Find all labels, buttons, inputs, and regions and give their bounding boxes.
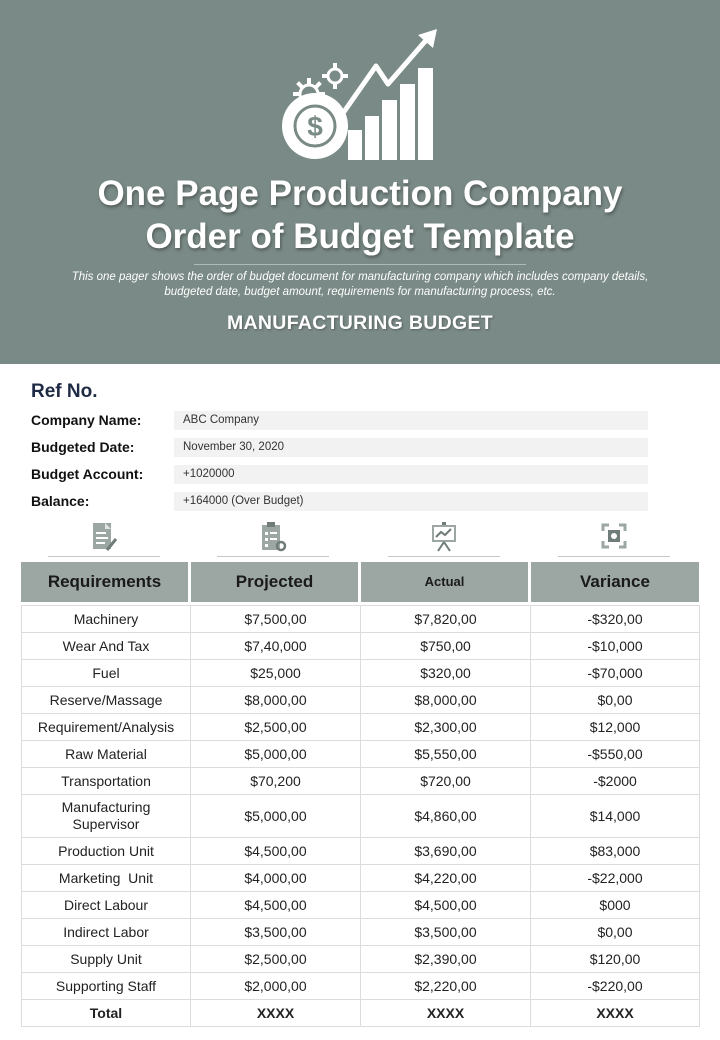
table-row xyxy=(22,865,700,892)
actual-cell: $4,500,00 xyxy=(361,892,531,919)
projected-cell: $2,000,00 xyxy=(191,973,361,1000)
document-pen-icon xyxy=(90,521,118,553)
actual-cell: $750,00 xyxy=(361,633,531,660)
total-label-cell: Total xyxy=(22,1000,191,1027)
projected-cell: $2,500,00 xyxy=(191,714,361,741)
header-banner xyxy=(0,0,720,364)
requirement-cell: Raw Material xyxy=(22,741,191,768)
requirement-cell: Marketing Unit xyxy=(22,865,191,892)
actual-cell: $2,390,00 xyxy=(361,946,531,973)
clipboard-gear-icon xyxy=(259,521,287,553)
title-divider xyxy=(194,264,526,265)
projected-cell: $25,000 xyxy=(191,660,361,687)
actual-cell: $7,820,00 xyxy=(361,606,531,633)
table-row xyxy=(22,714,700,741)
table-row xyxy=(22,838,700,865)
actual-cell: $720,00 xyxy=(361,768,531,795)
variance-cell: $83,000 xyxy=(531,838,700,865)
actual-cell: $3,690,00 xyxy=(361,838,531,865)
requirement-cell: Fuel xyxy=(22,660,191,687)
title-line-2: Order of Budget Template xyxy=(145,217,575,256)
budgeted-date-label: Budgeted Date: xyxy=(31,439,135,455)
table-row xyxy=(22,633,700,660)
requirements-icon-slot xyxy=(48,521,160,557)
table-row xyxy=(22,660,700,687)
projected-cell: $4,000,00 xyxy=(191,865,361,892)
total-row xyxy=(22,1000,700,1027)
requirement-line-1: Manufacturing xyxy=(61,799,151,815)
actual-cell: $320,00 xyxy=(361,660,531,687)
budget-account-label: Budget Account: xyxy=(31,466,144,482)
actual-cell: $8,000,00 xyxy=(361,687,531,714)
table-row xyxy=(22,795,700,838)
table-row xyxy=(22,946,700,973)
projected-cell: $3,500,00 xyxy=(191,919,361,946)
requirement-cell: Direct Labour xyxy=(22,892,191,919)
page-title xyxy=(0,172,720,258)
column-header-requirements[interactable]: Requirements xyxy=(21,562,188,602)
variance-cell: -$2000 xyxy=(531,768,700,795)
budgeted-date-row xyxy=(31,438,651,457)
variance-cell: $120,00 xyxy=(531,946,700,973)
projected-cell: $2,500,00 xyxy=(191,946,361,973)
column-header-projected[interactable]: Projected xyxy=(191,562,358,602)
budget-table xyxy=(21,605,700,1027)
budgeted-date-field[interactable]: November 30, 2020 xyxy=(174,438,648,457)
projected-cell: $7,500,00 xyxy=(191,606,361,633)
actual-cell: $2,300,00 xyxy=(361,714,531,741)
projected-cell: $7,40,000 xyxy=(191,633,361,660)
variance-icon-slot xyxy=(558,521,670,557)
title-line-1: One Page Production Company xyxy=(97,174,623,213)
requirement-cell: Machinery xyxy=(22,606,191,633)
variance-cell: -$220,00 xyxy=(531,973,700,1000)
requirement-line-2: Supervisor xyxy=(72,816,140,832)
variance-cell: -$22,000 xyxy=(531,865,700,892)
actual-cell: $5,550,00 xyxy=(361,741,531,768)
variance-cell: $12,000 xyxy=(531,714,700,741)
actual-cell: $2,220,00 xyxy=(361,973,531,1000)
budget-account-field[interactable]: +1020000 xyxy=(174,465,648,484)
requirement-cell xyxy=(22,795,191,838)
projected-cell: $70,200 xyxy=(191,768,361,795)
ref-title: Ref No. xyxy=(31,381,98,402)
actual-cell: $3,500,00 xyxy=(361,919,531,946)
total-projected-cell: XXXX xyxy=(191,1000,361,1027)
projected-icon-slot xyxy=(217,521,329,557)
variance-cell: $0,00 xyxy=(531,919,700,946)
table-row xyxy=(22,741,700,768)
requirement-cell: Supply Unit xyxy=(22,946,191,973)
description-line-2: budgeted date, budget amount, requirements for manufacturing process, etc. xyxy=(164,286,556,298)
table-row xyxy=(22,768,700,795)
table-row xyxy=(22,687,700,714)
requirement-cell: Wear And Tax xyxy=(22,633,191,660)
projected-cell: $5,000,00 xyxy=(191,741,361,768)
company-name-label: Company Name: xyxy=(31,412,142,428)
budget-account-row xyxy=(31,465,651,484)
budget-growth-icon xyxy=(282,26,442,166)
table-row xyxy=(22,892,700,919)
presentation-board-icon xyxy=(430,521,458,553)
total-actual-cell: XXXX xyxy=(361,1000,531,1027)
requirement-cell: Transportation xyxy=(22,768,191,795)
column-header-variance[interactable]: Variance xyxy=(531,562,699,602)
requirement-cell: Production Unit xyxy=(22,838,191,865)
table-row xyxy=(22,973,700,1000)
actual-cell: $4,220,00 xyxy=(361,865,531,892)
actual-cell: $4,860,00 xyxy=(361,795,531,838)
focus-frame-icon xyxy=(600,521,628,553)
balance-label: Balance: xyxy=(31,493,90,509)
requirement-cell: Reserve/Massage xyxy=(22,687,191,714)
page-subtitle: MANUFACTURING BUDGET xyxy=(227,312,493,334)
total-variance-cell: XXXX xyxy=(531,1000,700,1027)
page-description xyxy=(50,270,670,300)
table-row xyxy=(22,919,700,946)
balance-row xyxy=(31,492,651,511)
description-line-1: This one pager shows the order of budget document for manufacturing company which includes company details, xyxy=(71,271,649,283)
variance-cell: -$550,00 xyxy=(531,741,700,768)
variance-cell: -$10,000 xyxy=(531,633,700,660)
projected-cell: $5,000,00 xyxy=(191,795,361,838)
requirement-cell: Requirement/Analysis xyxy=(22,714,191,741)
variance-cell: $0,00 xyxy=(531,687,700,714)
variance-cell: -$320,00 xyxy=(531,606,700,633)
company-name-field[interactable]: ABC Company xyxy=(174,411,648,430)
variance-cell: $14,000 xyxy=(531,795,700,838)
variance-cell: $000 xyxy=(531,892,700,919)
company-name-row xyxy=(31,411,651,430)
dollar-symbol: $ xyxy=(307,111,323,142)
table-row xyxy=(22,606,700,633)
requirement-cell: Indirect Labor xyxy=(22,919,191,946)
actual-icon-slot xyxy=(388,521,500,557)
requirement-cell: Supporting Staff xyxy=(22,973,191,1000)
balance-field[interactable]: +164000 (Over Budget) xyxy=(174,492,648,511)
projected-cell: $8,000,00 xyxy=(191,687,361,714)
column-header-actual[interactable]: Actual xyxy=(361,562,528,602)
projected-cell: $4,500,00 xyxy=(191,892,361,919)
projected-cell: $4,500,00 xyxy=(191,838,361,865)
variance-cell: -$70,000 xyxy=(531,660,700,687)
